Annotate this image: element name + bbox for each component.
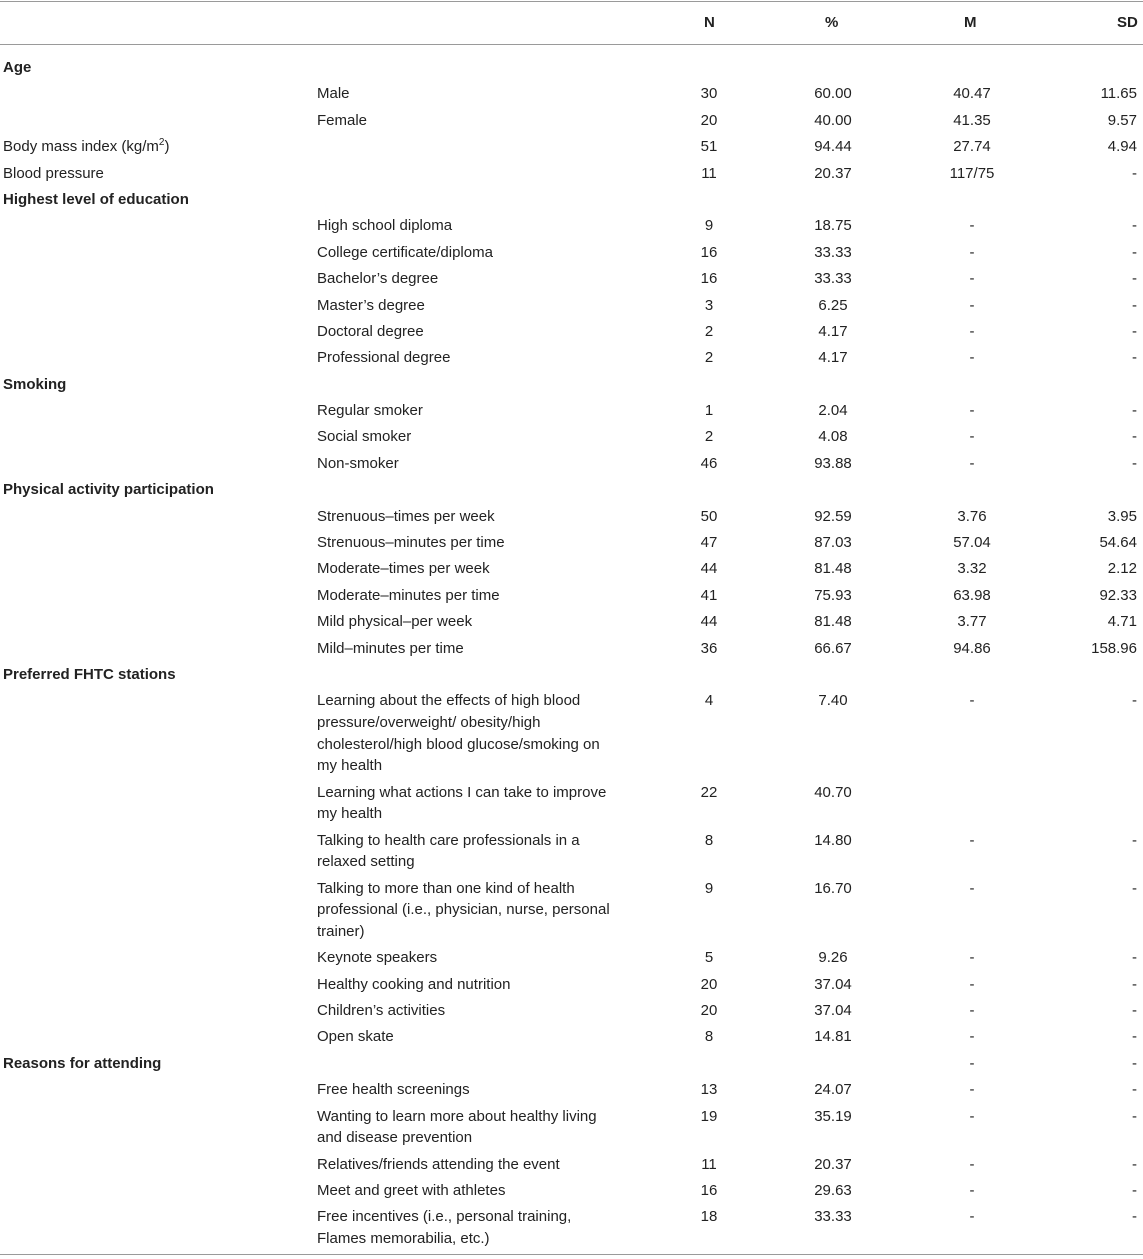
cell-percent: 33.33 (814, 1208, 852, 1226)
cell-sd: - (1132, 1001, 1137, 1019)
cell-sd: - (1132, 270, 1137, 288)
table-header-rule (0, 44, 1143, 45)
cell-sd: 4.94 (1107, 138, 1137, 156)
cell-n: 18 (700, 1208, 718, 1226)
cell-percent: 81.48 (814, 560, 852, 578)
table-row (0, 506, 1143, 532)
row-sublabel: Doctoral degree (317, 322, 424, 340)
cell-mean: - (969, 270, 975, 288)
row-sublabel: Open skate (317, 1028, 394, 1046)
cell-percent: 35.19 (814, 1107, 852, 1125)
cell-mean: - (969, 1001, 975, 1019)
row-sublabel: Moderate–minutes per time (317, 586, 500, 604)
table-row (0, 110, 1143, 136)
table-row (0, 558, 1143, 584)
section-row (0, 374, 1143, 400)
cell-sd: - (1132, 975, 1137, 993)
table-row (0, 638, 1143, 664)
row-sublabel: Healthy cooking and nutrition (317, 975, 511, 993)
cell-percent: 93.88 (814, 454, 852, 472)
cell-mean: 3.77 (957, 613, 987, 631)
table-row (0, 690, 1143, 781)
section-title: Highest level of education (3, 190, 189, 208)
row-sublabel: Non-smoker (317, 454, 399, 472)
row-sublabel: Bachelor’s degree (317, 270, 439, 288)
cell-sd: - (1132, 1155, 1137, 1173)
cell-n: 16 (700, 270, 718, 288)
cell-sd: - (1132, 349, 1137, 367)
cell-mean: - (969, 879, 975, 897)
table-row (0, 611, 1143, 637)
section-row (0, 189, 1143, 215)
row-sublabel: Female (317, 111, 368, 129)
cell-n: 20 (700, 1001, 718, 1019)
cell-mean: - (969, 1054, 975, 1072)
cell-n: 30 (700, 85, 718, 103)
table-row (0, 782, 1143, 830)
cell-percent: 16.70 (814, 879, 852, 897)
cell-sd: 9.57 (1107, 111, 1137, 129)
table-row (0, 321, 1143, 347)
cell-n: 13 (700, 1081, 718, 1099)
table-row (0, 215, 1143, 241)
cell-sd: 3.95 (1107, 507, 1137, 525)
table-row (0, 400, 1143, 426)
row-sublabel: Strenuous–minutes per time (317, 534, 505, 552)
cell-mean: 94.86 (953, 639, 991, 657)
row-sublabel: Mild physical–per week (317, 613, 473, 631)
cell-mean: - (969, 217, 975, 235)
cell-percent: 33.33 (814, 270, 852, 288)
cell-sd: - (1132, 322, 1137, 340)
cell-percent: 94.44 (814, 138, 852, 156)
cell-mean: - (969, 831, 975, 849)
table-row (0, 295, 1143, 321)
cell-n: 20 (700, 111, 718, 129)
cell-mean: - (969, 949, 975, 967)
cell-percent: 18.75 (814, 217, 852, 235)
cell-sd: - (1132, 428, 1137, 446)
cell-percent: 2.04 (818, 402, 848, 420)
cell-sd: 54.64 (1099, 534, 1137, 552)
cell-n: 9 (704, 217, 714, 235)
cell-n: 2 (704, 349, 714, 367)
cell-n: 41 (700, 586, 718, 604)
cell-mean: - (969, 322, 975, 340)
table-row (0, 532, 1143, 558)
table-row (0, 83, 1143, 109)
cell-percent: 4.17 (818, 349, 848, 367)
cell-n: 44 (700, 560, 718, 578)
cell-sd: - (1132, 1054, 1137, 1072)
cell-sd: - (1132, 831, 1137, 849)
cell-n: 36 (700, 639, 718, 657)
cell-percent: 6.25 (818, 296, 848, 314)
cell-sd: - (1132, 1028, 1137, 1046)
cell-mean: 117/75 (949, 164, 995, 182)
cell-percent: 7.40 (818, 692, 848, 710)
cell-percent: 81.48 (814, 613, 852, 631)
cell-percent: 4.08 (818, 428, 848, 446)
cell-n: 16 (700, 1181, 718, 1199)
row-label: Blood pressure (3, 164, 104, 182)
row-sublabel: Wanting to learn more about healthy living and disease prevention (317, 1107, 597, 1147)
cell-mean: - (969, 402, 975, 420)
section-row (0, 479, 1143, 505)
row-sublabel: Talking to health care professionals in a relaxed setting (317, 831, 580, 871)
section-row (0, 1053, 1143, 1079)
cell-sd: - (1132, 296, 1137, 314)
cell-mean: - (969, 692, 975, 710)
row-sublabel: Children’s activities (317, 1001, 446, 1019)
row-sublabel: Male (317, 85, 350, 103)
cell-sd: - (1132, 1208, 1137, 1226)
cell-sd: - (1132, 1181, 1137, 1199)
cell-sd: 2.12 (1107, 560, 1137, 578)
cell-sd: - (1132, 1107, 1137, 1125)
cell-percent: 37.04 (814, 1001, 852, 1019)
header-percent: % (825, 14, 839, 31)
section-title: Physical activity participation (3, 481, 214, 499)
cell-mean: 40.47 (953, 85, 991, 103)
row-sublabel: Talking to more than one kind of health professional (i.e., physician, nurse, personal trainer) (317, 879, 610, 940)
row-sublabel: Free incentives (i.e., personal training, Flames memorabilia, etc.) (317, 1208, 572, 1247)
cell-sd: 158.96 (1091, 639, 1137, 657)
cell-sd: - (1132, 692, 1137, 710)
row-sublabel: Meet and greet with athletes (317, 1181, 506, 1199)
cell-n: 2 (704, 428, 714, 446)
cell-mean: 27.74 (953, 138, 991, 156)
cell-mean: - (969, 349, 975, 367)
cell-mean: 41.35 (953, 111, 991, 129)
table-row (0, 585, 1143, 611)
cell-n: 46 (700, 454, 718, 472)
cell-percent: 14.80 (814, 831, 852, 849)
section-title: Reasons for attending (3, 1054, 162, 1072)
cell-mean: - (969, 1208, 975, 1226)
cell-n: 16 (700, 243, 718, 261)
row-sublabel: Free health screenings (317, 1081, 470, 1099)
cell-percent: 9.26 (818, 949, 848, 967)
row-sublabel: Mild–minutes per time (317, 639, 464, 657)
row-sublabel: Social smoker (317, 428, 412, 446)
table-row (0, 426, 1143, 452)
cell-mean: - (969, 428, 975, 446)
cell-percent: 33.33 (814, 243, 852, 261)
table-row (0, 268, 1143, 294)
cell-mean: - (969, 1028, 975, 1046)
cell-sd: - (1132, 879, 1137, 897)
row-label: Body mass index (kg/m (3, 138, 159, 156)
cell-n: 9 (704, 879, 714, 897)
header-sd: SD (1117, 14, 1138, 31)
cell-n: 11 (701, 1155, 717, 1173)
table-row (0, 136, 1143, 162)
cell-sd: - (1132, 454, 1137, 472)
row-sublabel: Professional degree (317, 349, 451, 367)
cell-percent: 20.37 (814, 164, 852, 182)
table-row (0, 1026, 1143, 1052)
table-row (0, 1106, 1143, 1154)
row-sublabel: Master’s degree (317, 296, 425, 314)
cell-mean: - (969, 296, 975, 314)
table-row (0, 1154, 1143, 1180)
cell-sd: - (1132, 1081, 1137, 1099)
cell-sd: - (1132, 243, 1137, 261)
cell-n: 47 (700, 534, 718, 552)
cell-n: 1 (704, 402, 714, 420)
row-label-superscript: 2 (158, 137, 165, 149)
cell-percent: 66.67 (814, 639, 852, 657)
table-row (0, 242, 1143, 268)
row-sublabel: Keynote speakers (317, 949, 438, 967)
cell-percent: 4.17 (818, 322, 848, 340)
cell-percent: 75.93 (814, 586, 852, 604)
row-sublabel: Relatives/friends attending the event (317, 1155, 560, 1173)
section-row (0, 57, 1143, 83)
cell-n: 22 (700, 783, 718, 801)
table-row (0, 1079, 1143, 1105)
cell-mean: - (969, 1107, 975, 1125)
section-title: Age (3, 59, 32, 76)
row-sublabel: Learning about the effects of high blood pressure/overweight/ obesity/high cholesterol/high blood glucose/smoking on my health (317, 692, 600, 775)
cell-percent: 92.59 (814, 507, 852, 525)
table-row (0, 347, 1143, 373)
cell-n: 3 (704, 296, 714, 314)
table-row (0, 974, 1143, 1000)
cell-percent: 29.63 (814, 1181, 852, 1199)
cell-mean: - (969, 1181, 975, 1199)
section-title: Preferred FHTC stations (3, 665, 176, 683)
cell-sd: 11.65 (1100, 85, 1137, 103)
row-label-group (3, 136, 303, 158)
cell-percent: 37.04 (814, 975, 852, 993)
row-sublabel: Strenuous–times per week (317, 507, 495, 525)
cell-sd: - (1132, 402, 1137, 420)
cell-n: 19 (700, 1107, 718, 1125)
cell-percent: 20.37 (814, 1155, 852, 1173)
cell-n: 2 (704, 322, 714, 340)
table-row (0, 1206, 1143, 1254)
cell-mean: 57.04 (953, 534, 991, 552)
header-n: N (704, 14, 715, 31)
cell-sd: 92.33 (1099, 586, 1137, 604)
row-sublabel: Learning what actions I can take to improve my health (317, 783, 607, 823)
section-row (0, 664, 1143, 690)
cell-mean: 3.76 (957, 507, 987, 525)
cell-n: 8 (704, 1028, 714, 1046)
table-row (0, 947, 1143, 973)
cell-n: 5 (704, 949, 714, 967)
row-sublabel: High school diploma (317, 217, 453, 235)
cell-mean: - (969, 454, 975, 472)
cell-mean: - (969, 975, 975, 993)
cell-sd: - (1132, 164, 1137, 182)
cell-percent: 40.70 (814, 783, 852, 801)
table-header (0, 0, 1143, 44)
cell-percent: 14.81 (814, 1028, 852, 1046)
cell-n: 20 (700, 975, 718, 993)
cell-percent: 87.03 (814, 534, 852, 552)
cell-sd: 4.71 (1107, 613, 1137, 631)
cell-percent: 40.00 (814, 111, 852, 129)
cell-n: 8 (704, 831, 714, 849)
cell-n: 51 (700, 138, 718, 156)
header-m: M (964, 14, 977, 31)
row-sublabel: Regular smoker (317, 402, 423, 420)
cell-sd: - (1132, 217, 1137, 235)
table-row (0, 830, 1143, 878)
cell-mean: 3.32 (957, 560, 987, 578)
cell-percent: 24.07 (814, 1081, 852, 1099)
table-row (0, 163, 1143, 189)
cell-n: 44 (700, 613, 718, 631)
table-bottom-rule (0, 1254, 1143, 1255)
cell-n: 4 (704, 692, 714, 710)
table-row (0, 878, 1143, 948)
table-row (0, 1180, 1143, 1206)
cell-mean: 63.98 (953, 586, 991, 604)
cell-mean: - (969, 1081, 975, 1099)
cell-percent: 60.00 (814, 85, 852, 103)
section-title: Smoking (3, 375, 67, 393)
row-sublabel: Moderate–times per week (317, 560, 490, 578)
table-row (0, 453, 1143, 479)
row-label-suffix: ) (164, 138, 170, 156)
table-body (0, 57, 1143, 1254)
cell-n: 11 (701, 164, 717, 182)
cell-n: 50 (700, 507, 718, 525)
cell-mean: - (969, 1155, 975, 1173)
cell-sd: - (1132, 949, 1137, 967)
row-sublabel: College certificate/diploma (317, 243, 493, 261)
cell-mean: - (969, 243, 975, 261)
table-row (0, 1000, 1143, 1026)
